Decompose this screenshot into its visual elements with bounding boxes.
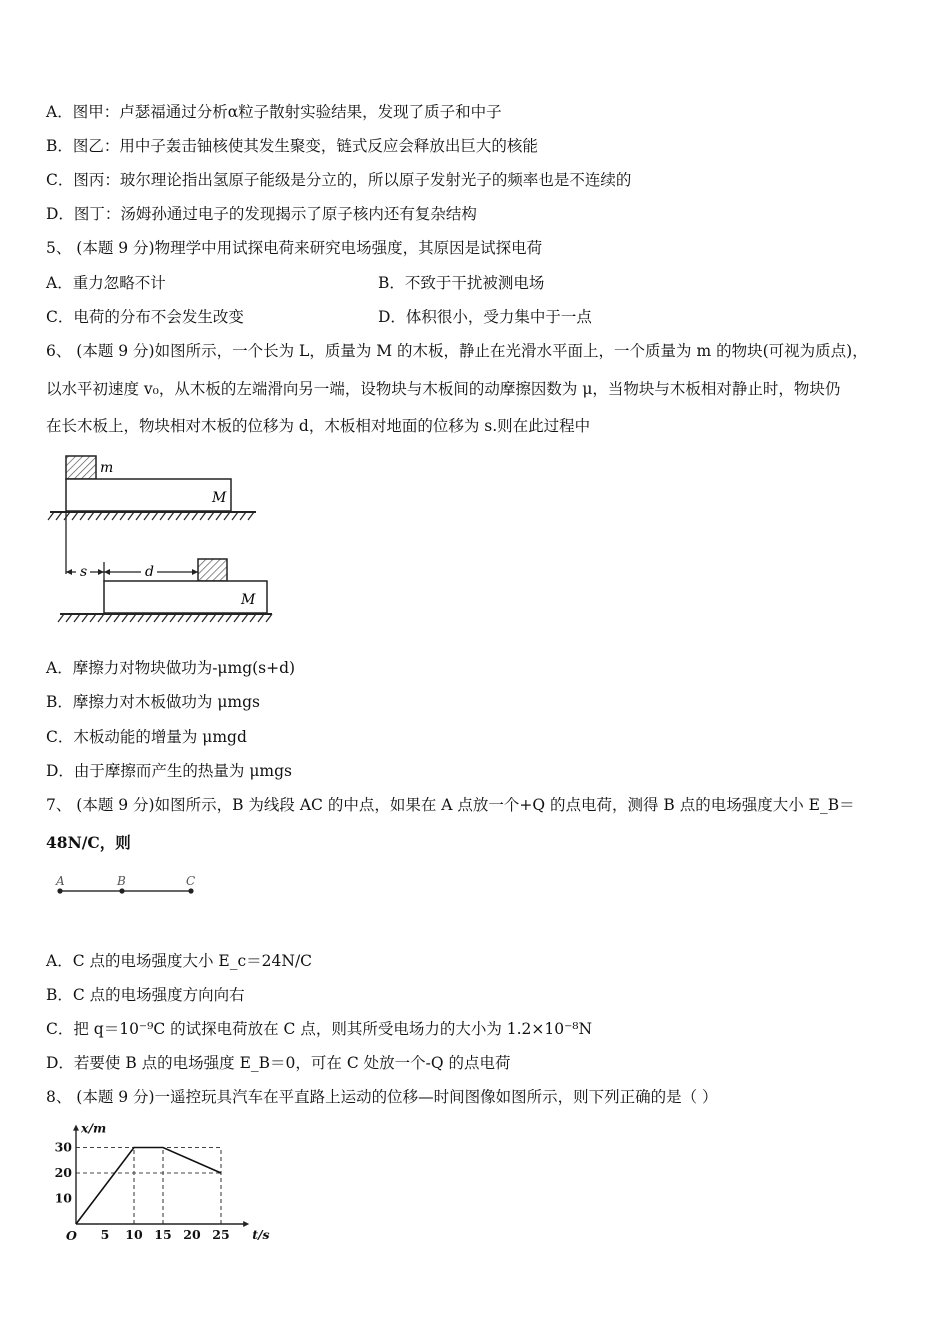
q6-stem-line1: 6、 (本题 9 分)如图所示，一个长为 L，质量为 M 的木板，静止在光滑水平面上，一个质量为 m 的物块(可视为质点)，: [46, 342, 868, 360]
q5-option-b: B．不致于干扰被测电场: [378, 274, 545, 292]
board-M-top: [66, 479, 231, 511]
q6-stem-line2: 以水平初速度 v₀，从木板的左端滑向另一端，设物块与木板间的动摩擦因数为 μ，当物块与木板相对静止时，物块仍: [46, 380, 841, 398]
x-tick-label: 20: [183, 1227, 201, 1242]
q5-stem: 5、 (本题 9 分)物理学中用试探电荷来研究电场强度，其原因是试探电荷: [46, 239, 543, 257]
q4-option-a: A．图甲：卢瑟福通过分析α粒子散射实验结果，发现了质子和中子: [46, 103, 502, 121]
q8-stem: 8、 (本题 9 分)一遥控玩具汽车在平直路上运动的位移—时间图像如图所示，则下列正确的是（ ）: [46, 1088, 718, 1106]
label-M-top: M: [212, 490, 227, 506]
point-a: [57, 888, 62, 893]
q5-option-a: A．重力忽略不计: [46, 274, 166, 292]
x-axis-arrow: [243, 1221, 249, 1227]
q6-option-d: D．由于摩擦而产生的热量为 μmgs: [46, 762, 293, 780]
x-tick-label: 25: [212, 1227, 230, 1242]
q7-stem-line2: 48N/C，则: [46, 833, 131, 852]
q6-stem-line3: 在长木板上，物块相对木板的位移为 d，木板相对地面的位移为 s.则在此过程中: [46, 417, 591, 435]
origin-label: O: [66, 1228, 77, 1243]
q4-option-d: D．图丁：汤姆孙通过电子的发现揭示了原子核内还有复杂结构: [46, 205, 477, 223]
y-tick-label: 30: [54, 1139, 72, 1155]
x-axis-label: t/s: [252, 1227, 270, 1242]
label-b: B: [117, 874, 126, 888]
series-line-0: [76, 1148, 221, 1225]
block-m-bottom: [198, 559, 227, 581]
ground-hatch-top: [48, 512, 254, 520]
q5-option-d: D．体积很小，受力集中于一点: [378, 308, 592, 326]
x-tick-label: 15: [154, 1227, 172, 1242]
label-c: C: [186, 874, 196, 888]
y-tick-label: 20: [54, 1165, 72, 1180]
q7-option-a: A．C 点的电场强度大小 E_c＝24N/C: [46, 952, 313, 970]
x-tick-label: 5: [100, 1227, 110, 1242]
point-c: [188, 888, 193, 893]
q6-block-board-figure: [46, 450, 276, 635]
label-d: d: [145, 564, 154, 580]
label-m: m: [100, 460, 114, 476]
q7-option-d: D．若要使 B 点的电场强度 E_B＝0，可在 C 处放一个-Q 的点电荷: [46, 1054, 511, 1072]
q5-option-c: C．电荷的分布不会发生改变: [46, 308, 244, 326]
q6-option-c: C．木板动能的增量为 μmgd: [46, 728, 247, 746]
point-b: [119, 888, 124, 893]
q6-option-a: A．摩擦力对物块做功为-μmg(s+d): [46, 659, 296, 677]
label-M-bottom: M: [241, 592, 256, 608]
q6-option-b: B．摩擦力对木板做功为 μmgs: [46, 693, 260, 711]
x-tick-label: 10: [125, 1227, 143, 1242]
q7-option-b: B．C 点的电场强度方向向右: [46, 986, 245, 1004]
q8-xt-chart: [50, 1112, 270, 1247]
ground-hatch-bottom: [58, 614, 272, 622]
q7-stem-line1: 7、 (本题 9 分)如图所示，B 为线段 AC 的中点，如果在 A 点放一个+Q 的点电荷，测得 B 点的电场强度大小 E_B＝: [46, 796, 855, 814]
q4-option-c: C．图丙：玻尔理论指出氢原子能级是分立的，所以原子发射光子的频率也是不连续的: [46, 171, 632, 189]
label-a: A: [56, 874, 65, 888]
q7-option-c: C．把 q＝10⁻⁹C 的试探电荷放在 C 点，则其所受电场力的大小为 1.2×10⁻⁸N: [46, 1020, 593, 1038]
y-axis-label: x/m: [81, 1120, 107, 1136]
q7-segment-figure: [50, 872, 210, 900]
q4-option-b: B．图乙：用中子轰击铀核使其发生聚变，链式反应会释放出巨大的核能: [46, 137, 538, 155]
y-axis-arrow: [73, 1125, 79, 1131]
block-m-top: [66, 456, 96, 479]
y-tick-label: 10: [54, 1190, 72, 1206]
label-s: s: [80, 564, 88, 580]
